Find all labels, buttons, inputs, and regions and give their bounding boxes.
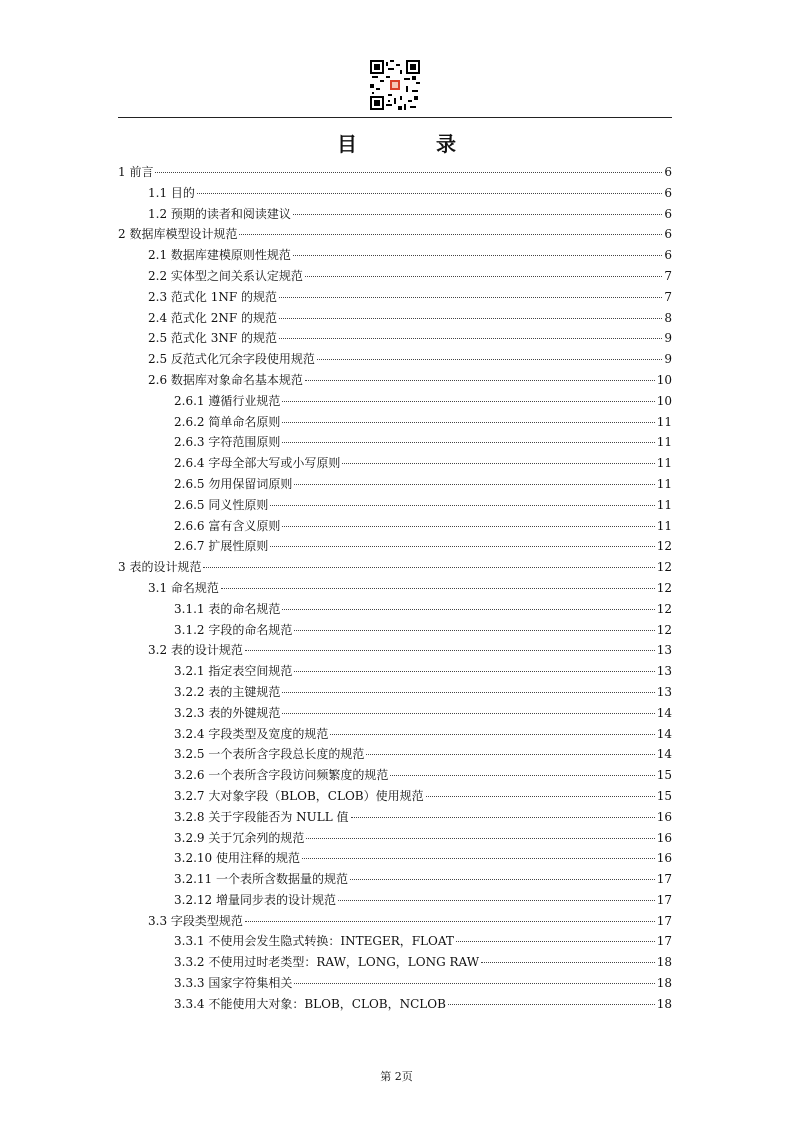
toc-entry[interactable] [118, 578, 672, 599]
toc-entry-page: 16 [656, 809, 672, 824]
toc-entry-label: 2.5 范式化 3NF 的规范 [148, 331, 277, 346]
toc-entry-page: 8 [664, 310, 672, 325]
toc-entry[interactable] [118, 412, 672, 433]
toc-entry[interactable] [118, 308, 672, 329]
toc-leader-dots [305, 276, 662, 277]
toc-leader-dots [350, 879, 655, 880]
toc-entry-label: 3.3.3 国家字符集相关 [174, 976, 293, 991]
toc-entry[interactable] [118, 599, 672, 620]
toc-entry-label: 3.2.8 关于字段能否为 NULL 值 [174, 809, 349, 824]
toc-entry-page: 11 [656, 518, 672, 533]
toc-entry-label: 3.2.12 增量同步表的设计规范 [174, 892, 336, 907]
toc-entry[interactable] [118, 931, 672, 952]
toc-entry-page: 12 [656, 560, 672, 575]
toc-entry-label: 2.6.2 简单命名原则 [174, 414, 281, 429]
toc-entry-label: 2 数据库模型设计规范 [118, 227, 238, 242]
table-of-contents [118, 162, 672, 1015]
toc-leader-dots [305, 380, 655, 381]
toc-leader-dots [282, 422, 654, 423]
toc-entry[interactable] [118, 536, 672, 557]
toc-leader-dots [342, 463, 654, 464]
toc-entry[interactable] [118, 391, 672, 412]
toc-entry-page: 12 [656, 580, 672, 595]
toc-leader-dots [426, 796, 655, 797]
toc-entry-page: 6 [664, 248, 672, 263]
toc-entry-label: 1.1 目的 [148, 185, 195, 200]
toc-leader-dots [197, 193, 662, 194]
toc-leader-dots [366, 754, 654, 755]
toc-entry-page: 7 [664, 289, 672, 304]
toc-entry-label: 1 前言 [118, 165, 154, 179]
toc-entry-label: 3.2.9 关于冗余列的规范 [174, 830, 305, 845]
toc-entry-page: 11 [656, 414, 672, 429]
toc-entry[interactable] [118, 224, 672, 245]
toc-entry[interactable] [118, 162, 672, 183]
toc-entry-label: 2.3 范式化 1NF 的规范 [148, 289, 277, 304]
page-number: 第 2页 [380, 1070, 413, 1083]
toc-entry[interactable] [118, 744, 672, 765]
toc-leader-dots [294, 630, 654, 631]
toc-leader-dots [456, 941, 655, 942]
toc-entry-label: 3.2.11 一个表所含数据量的规范 [174, 872, 348, 887]
toc-entry-label: 2.6.6 富有含义原则 [174, 518, 281, 533]
toc-entry[interactable] [118, 620, 672, 641]
toc-leader-dots [270, 505, 654, 506]
toc-entry-page: 11 [656, 476, 672, 491]
toc-entry-label: 3.3.4 不能使用大对象：BLOB，CLOB，NCLOB [174, 996, 446, 1011]
toc-entry[interactable] [118, 848, 672, 869]
toc-entry-label: 2.6.3 字符范围原则 [174, 435, 281, 450]
toc-entry[interactable] [118, 328, 672, 349]
toc-leader-dots [282, 692, 654, 693]
toc-entry[interactable] [118, 516, 672, 537]
toc-entry-page: 10 [656, 372, 672, 387]
toc-entry-page: 6 [664, 227, 672, 242]
toc-leader-dots [294, 671, 654, 672]
toc-entry-page: 13 [656, 684, 672, 699]
toc-entry[interactable] [118, 807, 672, 828]
header-rule [118, 117, 672, 118]
toc-entry[interactable] [118, 432, 672, 453]
toc-entry-page: 17 [656, 872, 672, 887]
toc-entry-page: 13 [656, 643, 672, 658]
toc-entry-label: 3.2.1 指定表空间规范 [174, 664, 293, 679]
toc-entry[interactable] [118, 474, 672, 495]
toc-entry-label: 3.2.2 表的主键规范 [174, 684, 281, 699]
toc-leader-dots [293, 214, 662, 215]
toc-leader-dots [245, 921, 655, 922]
toc-entry[interactable] [118, 453, 672, 474]
toc-entry-page: 17 [656, 934, 672, 949]
toc-entry[interactable] [118, 370, 672, 391]
toc-entry-page: 15 [656, 788, 672, 803]
toc-entry[interactable] [118, 952, 672, 973]
toc-leader-dots [294, 983, 654, 984]
toc-leader-dots [270, 546, 654, 547]
toc-entry-label: 1.2 预期的读者和阅读建议 [148, 206, 291, 221]
toc-entry[interactable] [118, 349, 672, 370]
toc-entry-page: 16 [656, 851, 672, 866]
qr-code-icon [370, 60, 420, 110]
toc-entry[interactable] [118, 266, 672, 287]
toc-entry-label: 3.1.1 表的命名规范 [174, 601, 281, 616]
toc-leader-dots [245, 650, 655, 651]
toc-entry-page: 11 [656, 456, 672, 471]
toc-leader-dots [221, 588, 655, 589]
toc-entry-label: 2.6.1 遵循行业规范 [174, 393, 281, 408]
toc-leader-dots [282, 442, 654, 443]
toc-entry-page: 6 [664, 185, 672, 200]
toc-entry-label: 3.2.5 一个表所含字段总长度的规范 [174, 747, 365, 762]
toc-leader-dots [294, 484, 654, 485]
toc-entry-page: 10 [656, 393, 672, 408]
toc-entry-label: 3 表的设计规范 [118, 560, 202, 575]
toc-entry[interactable] [118, 661, 672, 682]
toc-entry-page: 12 [656, 539, 672, 554]
toc-entry-label: 3.2.3 表的外键规范 [174, 705, 281, 720]
toc-entry[interactable] [118, 828, 672, 849]
toc-leader-dots [282, 526, 654, 527]
toc-entry[interactable] [118, 765, 672, 786]
toc-entry-label: 3.3.1 不使用会发生隐式转换：INTEGER，FLOAT [174, 934, 454, 949]
toc-leader-dots [306, 838, 654, 839]
toc-leader-dots [279, 297, 662, 298]
toc-leader-dots [282, 609, 654, 610]
toc-entry-label: 3.1 命名规范 [148, 580, 219, 595]
toc-entry[interactable] [118, 682, 672, 703]
toc-entry-label: 3.2 表的设计规范 [148, 643, 243, 658]
toc-entry-page: 17 [656, 913, 672, 928]
toc-entry[interactable] [118, 703, 672, 724]
toc-entry-page: 14 [656, 726, 672, 741]
toc-leader-dots [279, 318, 662, 319]
toc-entry-label: 3.2.7 大对象字段（BLOB，CLOB）使用规范 [174, 788, 424, 803]
toc-entry-page: 11 [656, 497, 672, 512]
toc-entry-label: 2.6.5 同义性原则 [174, 497, 269, 512]
toc-entry-label: 3.2.10 使用注释的规范 [174, 851, 300, 866]
toc-entry[interactable] [118, 287, 672, 308]
toc-leader-dots [330, 734, 654, 735]
toc-entry-page: 6 [664, 206, 672, 221]
toc-entry-page: 9 [664, 331, 672, 346]
toc-entry[interactable] [118, 911, 672, 932]
toc-entry-label: 3.2.4 字段类型及宽度的规范 [174, 726, 329, 741]
toc-title: 目 录 [337, 132, 492, 156]
toc-entry-page: 9 [664, 352, 672, 367]
toc-entry-label: 2.4 范式化 2NF 的规范 [148, 310, 277, 325]
toc-leader-dots [155, 172, 662, 173]
toc-leader-dots [481, 962, 655, 963]
toc-entry-label: 3.3 字段类型规范 [148, 913, 243, 928]
toc-entry-label: 3.3.2 不使用过时老类型：RAW，LONG，LONG RAW [174, 955, 480, 970]
toc-entry[interactable] [118, 724, 672, 745]
toc-entry[interactable] [118, 994, 672, 1015]
toc-leader-dots [203, 567, 654, 568]
toc-entry[interactable] [118, 890, 672, 911]
toc-entry-page: 14 [656, 747, 672, 762]
toc-entry-label: 3.2.6 一个表所含字段访问频繁度的规范 [174, 768, 389, 783]
toc-entry-page: 15 [656, 768, 672, 783]
toc-leader-dots [279, 338, 662, 339]
toc-leader-dots [338, 900, 655, 901]
toc-entry-label: 2.1 数据库建模原则性规范 [148, 248, 291, 263]
toc-entry[interactable] [118, 786, 672, 807]
toc-entry-label: 2.5 反范式化冗余字段使用规范 [148, 352, 315, 367]
toc-entry[interactable] [118, 183, 672, 204]
toc-entry-page: 6 [664, 165, 672, 179]
toc-entry-label: 3.1.2 字段的命名规范 [174, 622, 293, 637]
toc-leader-dots [293, 255, 662, 256]
toc-leader-dots [317, 359, 662, 360]
toc-entry[interactable] [118, 640, 672, 661]
toc-entry[interactable] [118, 557, 672, 578]
toc-entry-page: 18 [656, 976, 672, 991]
toc-entry-page: 12 [656, 622, 672, 637]
toc-entry[interactable] [118, 204, 672, 225]
toc-entry-label: 2.2 实体型之间关系认定规范 [148, 268, 303, 283]
toc-entry[interactable] [118, 245, 672, 266]
toc-entry-label: 2.6 数据库对象命名基本规范 [148, 372, 303, 387]
toc-leader-dots [351, 817, 655, 818]
toc-entry-label: 2.6.4 字母全部大写或小写原则 [174, 456, 341, 471]
toc-leader-dots [239, 234, 662, 235]
toc-leader-dots [282, 401, 654, 402]
toc-entry-page: 13 [656, 664, 672, 679]
toc-entry-label: 2.6.5 勿用保留词原则 [174, 476, 293, 491]
toc-entry-page: 18 [656, 996, 672, 1011]
toc-leader-dots [282, 713, 654, 714]
toc-entry-page: 12 [656, 601, 672, 616]
toc-leader-dots [390, 775, 654, 776]
toc-entry-page: 7 [664, 268, 672, 283]
toc-entry-page: 17 [656, 892, 672, 907]
toc-leader-dots [302, 858, 655, 859]
toc-entry-page: 11 [656, 435, 672, 450]
toc-entry-page: 18 [656, 955, 672, 970]
toc-entry-page: 16 [656, 830, 672, 845]
toc-leader-dots [448, 1004, 655, 1005]
toc-entry-page: 14 [656, 705, 672, 720]
toc-entry[interactable] [118, 869, 672, 890]
toc-entry[interactable] [118, 973, 672, 994]
toc-entry[interactable] [118, 495, 672, 516]
toc-entry-label: 2.6.7 扩展性原则 [174, 539, 269, 554]
